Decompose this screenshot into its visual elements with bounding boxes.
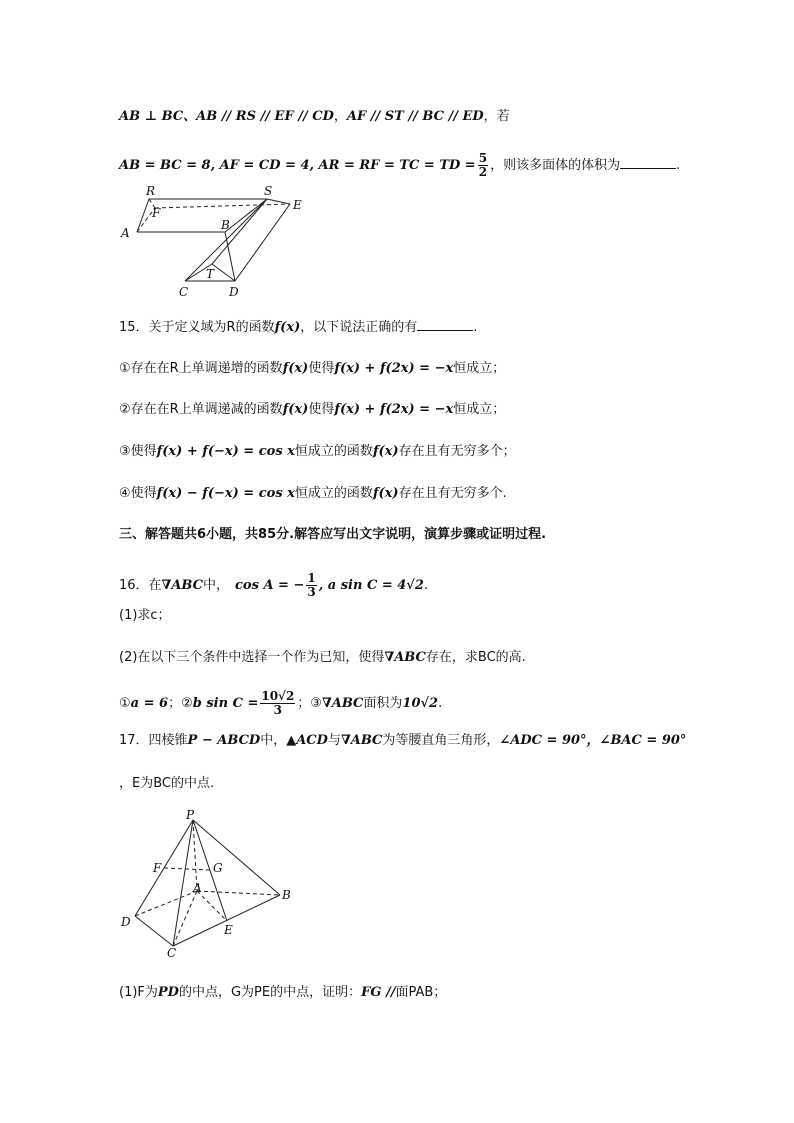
p14-end: . (676, 158, 681, 173)
o1-mid: 使得 (308, 361, 335, 376)
p17-stem (119, 732, 686, 750)
p14-question: ，则该多面体的体积为 (490, 158, 621, 173)
p16-conditions (119, 690, 442, 717)
fx: f(x) (274, 320, 301, 335)
label-D: D (229, 285, 239, 299)
label-F: F (152, 206, 161, 220)
label-B: B (221, 218, 230, 232)
p15-pre: 15．关于定义域为R的函数 (119, 320, 275, 335)
p16-mid: 中， (203, 578, 230, 593)
frac-den: 3 (273, 703, 282, 717)
frac-num: 1 (307, 571, 316, 585)
frac-num: 10√2 (261, 689, 295, 703)
p16-q2 (119, 649, 526, 667)
p14-math-a: AB ⊥ BC、AB // RS // EF // CD (119, 109, 334, 124)
p17-q1 (119, 984, 446, 1002)
label-B: B (282, 888, 291, 902)
label-A: A (193, 881, 202, 895)
label-F: F (153, 861, 162, 875)
p14-lengths: AB = BC = 8, AF = CD = 4, AR = RF = TC = TD = (119, 158, 476, 173)
c1-pre: ① (119, 696, 131, 711)
label-A: A (121, 226, 130, 240)
o4-eq: f(x) − f(−x) = cos x (156, 486, 295, 501)
p15-tail: ，以下说法正确的有 (300, 320, 418, 335)
label-T: T (206, 267, 215, 281)
angles: ∠ADC = 90°，∠BAC = 90° (499, 733, 687, 748)
label-E: E (293, 198, 302, 212)
q2-pre: (2)在以下三个条件中选择一个作为已知，使得 (119, 650, 385, 665)
frac-den: 2 (478, 165, 488, 179)
p14-line-1 (119, 108, 510, 126)
o2-mid: 使得 (308, 402, 335, 417)
sep: ， (333, 109, 347, 124)
c2-eq: b sin C = (192, 696, 259, 711)
fx: f(x) (282, 402, 309, 417)
p15-stem (119, 318, 477, 337)
p17-line-2: ，E为BC的中点. (119, 776, 215, 791)
fg-parallel: FG // (361, 985, 396, 1000)
p16-q1: (1)求c； (119, 608, 171, 623)
p16-end: . (423, 578, 429, 593)
c3-val: 10√2 (402, 696, 439, 711)
p15-option-3 (119, 443, 516, 461)
o1-eq: f(x) + f(2x) = −x (334, 361, 454, 376)
p17-pre: 17．四棱锥 (119, 733, 188, 748)
c1-eq: a = 6 (130, 696, 169, 711)
c1-sep: ；② (168, 696, 193, 711)
o2-tail: 恒成立； (453, 402, 506, 417)
answer-blank (417, 318, 473, 331)
o4-pre: ④使得 (119, 486, 157, 501)
p16-fraction (306, 572, 316, 599)
frac-den: 3 (307, 585, 316, 599)
o2-pre: ②存在在R上单调递减的函数 (119, 402, 283, 417)
o3-eq: f(x) + f(−x) = cos x (156, 444, 295, 459)
q1-mid: 的中点，G为PE的中点，证明： (178, 985, 362, 1000)
c2-fraction (260, 690, 295, 717)
triangle-abc: ∇ABC (340, 733, 383, 748)
o4-tail: 存在且有无穷多个. (398, 486, 507, 501)
o3-pre: ③使得 (119, 444, 157, 459)
p15-option-2 (119, 401, 505, 419)
q1-tail: 面PAB； (395, 985, 447, 1000)
cos-a: cos A = − (235, 578, 305, 593)
o4-mid: 恒成立的函数 (294, 486, 373, 501)
triangle-abc: ∇ABC (161, 578, 203, 593)
section-heading: 三、解答题共6小题，共85分.解答应写出文字说明，演算步骤或证明过程. (119, 527, 547, 542)
o1-pre: ①存在在R上单调递增的函数 (119, 361, 283, 376)
o2-eq: f(x) + f(2x) = −x (334, 402, 454, 417)
p14-line-2 (119, 152, 680, 179)
fx: f(x) (282, 361, 309, 376)
frac-num: 5 (478, 151, 488, 165)
label-C: C (179, 285, 189, 299)
p17-mid3: 为等腰直角三角形， (382, 733, 500, 748)
p14-math-b: AF // ST // BC // ED (346, 109, 484, 124)
q2-tail: 存在，求BC的高. (425, 650, 526, 665)
label-E: E (224, 923, 233, 937)
label-G: G (213, 861, 223, 875)
triangle-abc: ∇ABC (321, 696, 364, 711)
p15-end: . (473, 320, 478, 335)
a-sin-c: , a sin C = 4√2 (318, 578, 424, 593)
o3-tail: 存在且有无穷多个； (398, 444, 516, 459)
p15-option-1 (119, 360, 505, 378)
label-C: C (167, 946, 177, 958)
p17-mid2: 与 (327, 733, 341, 748)
p16-pre: 16．在 (119, 578, 162, 593)
fx: f(x) (372, 444, 399, 459)
polyhedron-figure (115, 182, 315, 302)
c2-sep: ；③ (297, 696, 322, 711)
triangle-abc: ∇ABC (384, 650, 426, 665)
p14-fraction (478, 152, 488, 179)
label-P: P (186, 808, 195, 822)
p17-mid1: 中， (260, 733, 287, 748)
pd: PD (157, 985, 179, 1000)
p16-stem (119, 572, 428, 599)
o1-tail: 恒成立； (453, 361, 506, 376)
c3-mid: 面积为 (363, 696, 403, 711)
label-S: S (264, 184, 273, 198)
q1-pre: (1)F为 (119, 985, 158, 1000)
fx: f(x) (372, 486, 399, 501)
p15-option-4 (119, 485, 507, 503)
o3-mid: 恒成立的函数 (294, 444, 373, 459)
pyramid-figure (115, 808, 305, 958)
c3-end: . (438, 696, 443, 711)
answer-blank (620, 156, 676, 169)
triangle-acd: ▲ACD (286, 733, 328, 748)
pyramid: P − ABCD (187, 733, 261, 748)
p14-tail: ，若 (483, 109, 510, 124)
label-D: D (121, 915, 131, 929)
label-R: R (146, 184, 156, 198)
